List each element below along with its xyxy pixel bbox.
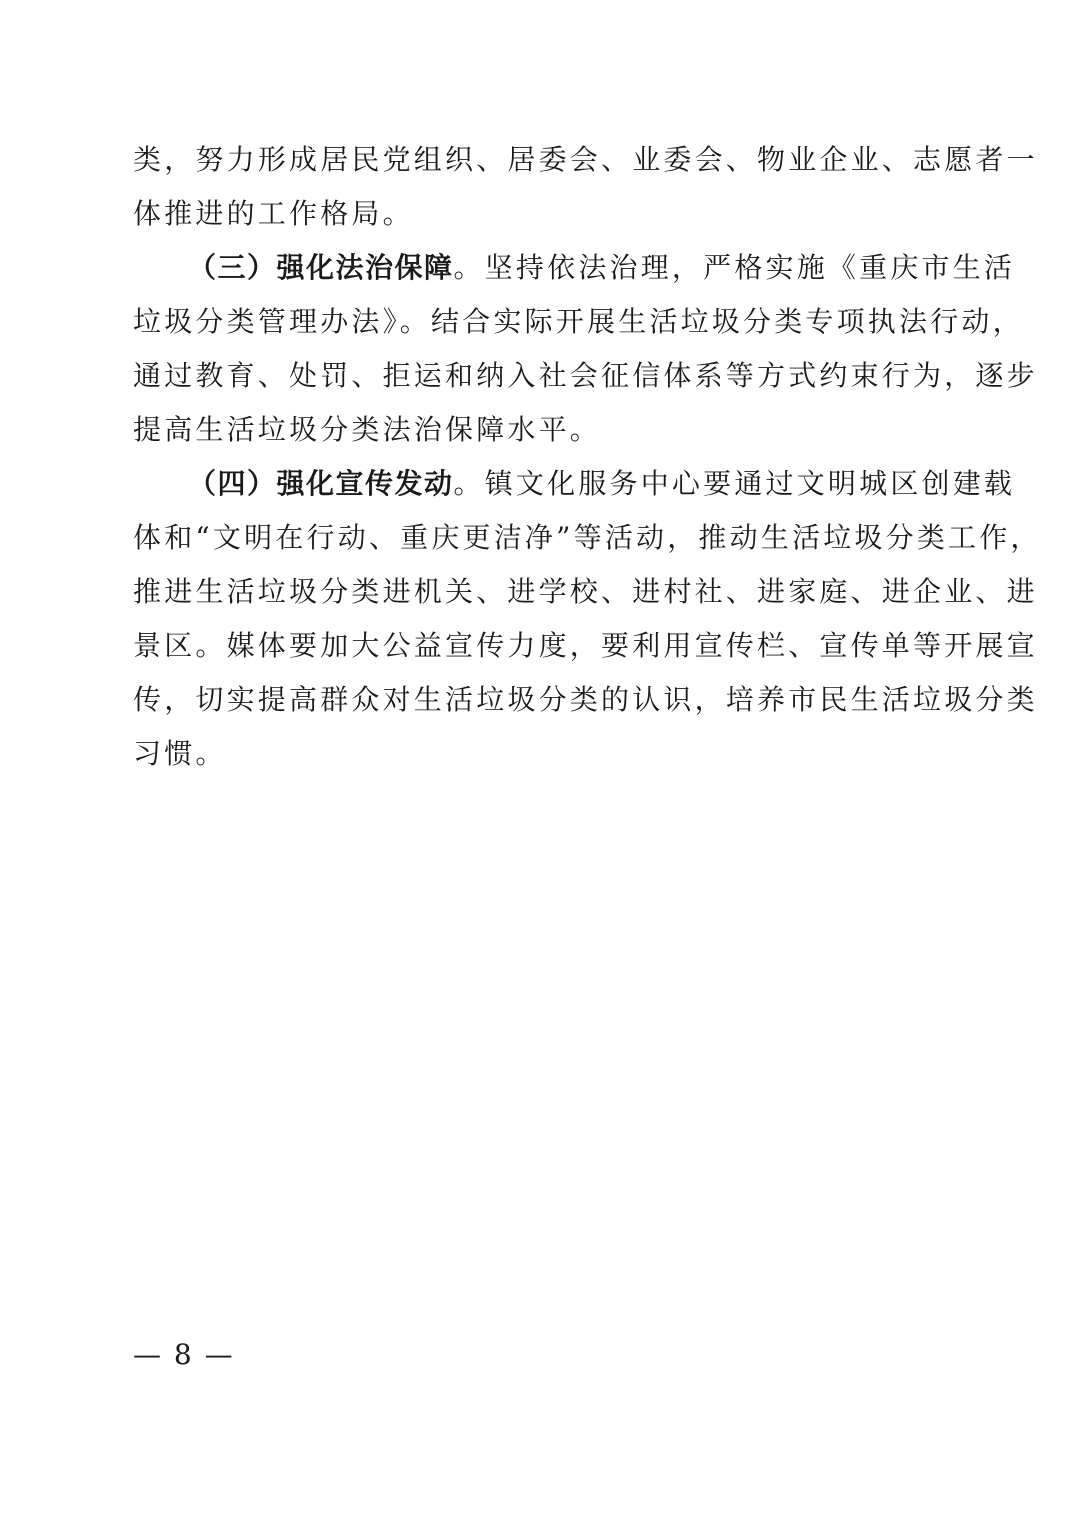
text-line: 垃圾分类管理办法》。结合实际开展生活垃圾分类专项执法行动， bbox=[133, 305, 1024, 338]
text-line: 景区。媒体要加大公益宣传力度，要利用宣传栏、宣传单等开展宣 bbox=[133, 629, 1038, 662]
text-line: 推进生活垃圾分类进机关、进学校、进村社、进家庭、进企业、进 bbox=[133, 575, 1038, 608]
section-4-heading: （四）强化宣传发动 bbox=[188, 467, 454, 500]
section-3-first-line bbox=[188, 240, 1016, 296]
section-3-first-line-text: 。坚持依法治理，严格实施《重庆市生活 bbox=[453, 251, 1016, 284]
text-line: 类，努力形成居民党组织、居委会、业委会、物业企业、志愿者一 bbox=[133, 143, 1038, 176]
section-3-heading: （三）强化法治保障 bbox=[188, 251, 454, 284]
text-line: 提高生活垃圾分类法治保障水平。 bbox=[133, 413, 602, 446]
text-line: 习惯。 bbox=[133, 737, 227, 770]
section-4-first-line-text: 。镇文化服务中心要通过文明城区创建载 bbox=[453, 467, 1016, 500]
section-4-first-line bbox=[188, 456, 1016, 512]
text-line: 体和“文明在行动、重庆更洁净”等活动，推动生活垃圾分类工作， bbox=[133, 521, 1042, 554]
text-line: 体推进的工作格局。 bbox=[133, 197, 414, 230]
page-number: — 8 — bbox=[133, 1338, 235, 1371]
text-line: 通过教育、处罚、拒运和纳入社会征信体系等方式约束行为，逐步 bbox=[133, 359, 1038, 392]
text-line: 传，切实提高群众对生活垃圾分类的认识，培养市民生活垃圾分类 bbox=[133, 683, 1038, 716]
